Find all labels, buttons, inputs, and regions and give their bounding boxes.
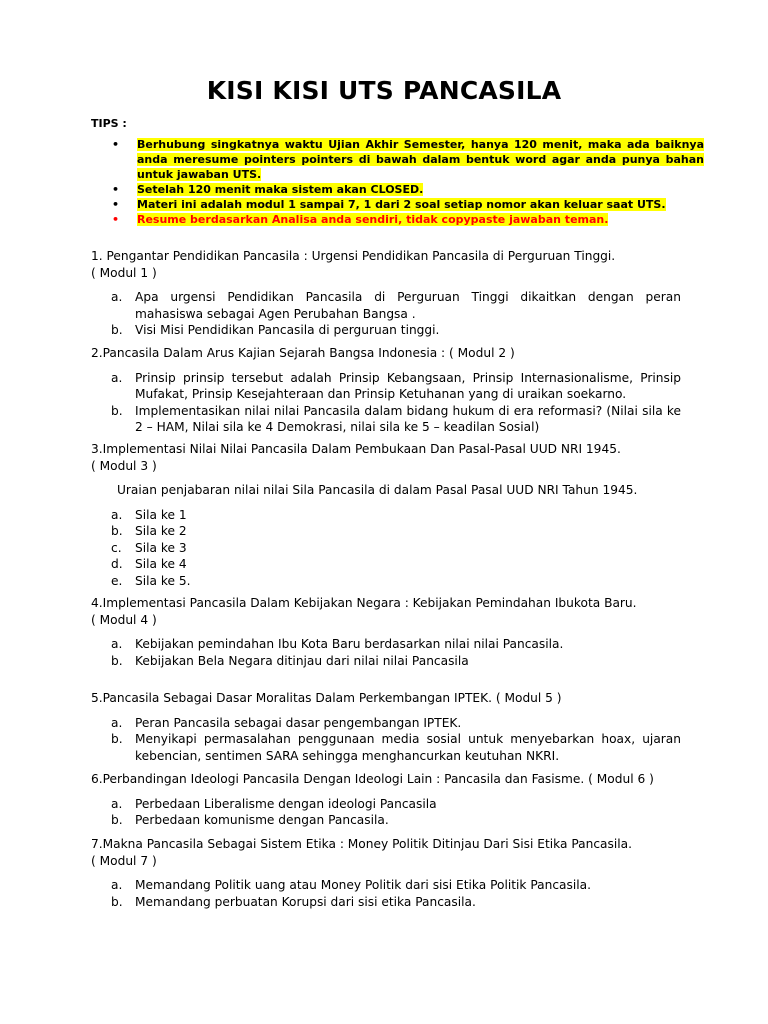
item-text: Kebijakan Bela Negara ditinjau dari nilai nilai Pancasila [135,653,469,668]
question-list [91,796,681,829]
question-item [91,894,681,911]
section-heading: 1. Pengantar Pendidikan Pancasila : Urgensi Pendidikan Pancasila di Perguruan Tinggi. [91,249,616,263]
item-text: Sila ke 3 [135,540,187,555]
question-item [91,523,681,540]
item-label: b. [111,323,123,337]
item-label: e. [111,573,123,588]
item-label: b. [111,524,123,538]
item-label: b. [111,403,123,418]
tip-item [112,182,704,197]
item-label: b. [111,813,123,827]
section-heading: 2.Pancasila Dalam Arus Kajian Sejarah Bangsa Indonesia : ( Modul 2 ) [91,346,515,360]
question-item [91,715,681,732]
question-item [91,370,681,403]
item-label: a. [111,796,123,811]
question-list [91,289,681,339]
item-text: Kebijakan pemindahan Ibu Kota Baru berdasarkan nilai nilai Pancasila. [135,637,564,651]
section-heading: 6.Perbandingan Ideologi Pancasila Dengan Ideologi Lain : Pancasila dan Fasisme. ( Modul 6 ) [91,772,654,786]
item-label: c. [111,540,122,555]
question-item [91,731,681,764]
item-text: Visi Misi Pendidikan Pancasila di perguruan tinggi. [135,323,440,337]
tip-text: Materi ini adalah modul 1 sampai 7, 1 dari 2 soal setiap nomor akan keluar saat UTS. [137,198,666,211]
section-modul-1 [91,248,681,339]
question-item [91,540,681,557]
section-modul-3 [91,441,681,589]
bullet-icon: • [112,213,120,226]
module-label: ( Modul 1 ) [91,265,157,280]
item-text: Perbedaan komunisme dengan Pancasila. [135,813,389,827]
item-label: a. [111,507,123,522]
tip-text: Resume berdasarkan Analisa anda sendiri, tidak copypaste jawaban teman. [137,213,609,226]
item-text: Prinsip prinsip tersebut adalah Prinsip Kebangsaan, Prinsip Internasionalisme, Prinsip Mufakat, Prinsip Kesejahteraan dan Prinsip Ketuhanan yang di uraikan soekarno. [135,370,681,401]
item-label: a. [111,715,123,730]
question-item [91,573,681,590]
item-text: Sila ke 2 [135,524,187,538]
item-label: b. [111,894,123,909]
bullet-icon: • [112,183,120,196]
item-label: a. [111,637,123,651]
tip-item [112,197,704,212]
tip-text: Setelah 120 menit maka sistem akan CLOSED. [137,183,424,196]
tip-item [112,137,704,182]
item-text: Peran Pancasila sebagai dasar pengembangan IPTEK. [135,715,462,730]
item-text: Sila ke 5. [135,573,191,588]
question-item [91,507,681,524]
question-item [91,403,681,436]
item-label: a. [111,290,123,304]
question-list [91,715,681,765]
bullet-icon: • [112,138,120,151]
section-modul-2 [91,345,681,436]
item-text: Sila ke 4 [135,557,187,571]
question-item [91,877,681,894]
section-heading: 3.Implementasi Nilai Nilai Pancasila Dalam Pembukaan Dan Pasal-Pasal UUD NRI 1945. [91,442,621,456]
item-label: b. [111,653,123,668]
tips-label: TIPS : [91,117,127,130]
item-text: Apa urgensi Pendidikan Pancasila di Perguruan Tinggi dikaitkan dengan peran mahasiswa sebagai Agen Perubahan Bangsa . [135,290,681,321]
question-list [91,507,681,590]
question-item [91,556,681,573]
tip-text: Berhubung singkatnya waktu Ujian Akhir Semester, hanya 120 menit, maka ada baiknya anda meresume pointers pointers di bawah dalam bentuk word agar anda punya bahan untuk jawaban UTS. [137,138,704,181]
item-label: a. [111,370,123,385]
item-text: Memandang perbuatan Korupsi dari sisi etika Pancasila. [135,894,476,909]
module-label: ( Modul 3 ) [91,458,157,473]
question-list [91,877,681,910]
question-list [91,636,681,669]
item-text: Memandang Politik uang atau Money Politik dari sisi Etika Politik Pancasila. [135,878,591,892]
bullet-icon: • [112,198,120,211]
document-title: KISI KISI UTS PANCASILA [206,76,562,105]
item-label: b. [111,732,123,746]
tip-item [112,212,704,227]
question-item [91,796,681,813]
section-modul-6 [91,771,681,829]
tips-list [112,137,704,227]
section-modul-7 [91,836,681,910]
module-label: ( Modul 4 ) [91,612,157,627]
section-modul-4 [91,595,681,669]
section-heading: 7.Makna Pancasila Sebagai Sistem Etika : Money Politik Ditinjau Dari Sisi Etika Pancasila. [91,837,632,851]
item-label: a. [111,878,123,892]
question-item [91,653,681,670]
item-label: d. [111,557,123,571]
item-text: Perbedaan Liberalisme dengan ideologi Pancasila [135,796,437,811]
item-text: Implementasikan nilai nilai Pancasila dalam bidang hukum di era reformasi? (Nilai sila ke 2 – HAM, Nilai sila ke 4 Demokrasi, nilai sila ke 5 – keadilan Sosial) [135,403,681,434]
question-list [91,370,681,436]
section-heading: 4.Implementasi Pancasila Dalam Kebijakan Negara : Kebijakan Pemindahan Ibukota Baru. [91,596,637,610]
item-text: Sila ke 1 [135,507,187,522]
question-item [91,289,681,322]
section-intro: Uraian penjabaran nilai nilai Sila Pancasila di dalam Pasal Pasal UUD NRI Tahun 1945. [117,483,638,497]
question-item [91,322,681,339]
section-heading: 5.Pancasila Sebagai Dasar Moralitas Dalam Perkembangan IPTEK. ( Modul 5 ) [91,691,562,705]
module-label: ( Modul 7 ) [91,853,157,868]
question-item [91,636,681,653]
question-item [91,812,681,829]
item-text: Menyikapi permasalahan penggunaan media sosial untuk menyebarkan hoax, ujaran kebencian, sentimen SARA sehingga menghancurkan keutuhan NKRI. [135,732,681,763]
section-modul-5 [91,690,681,764]
